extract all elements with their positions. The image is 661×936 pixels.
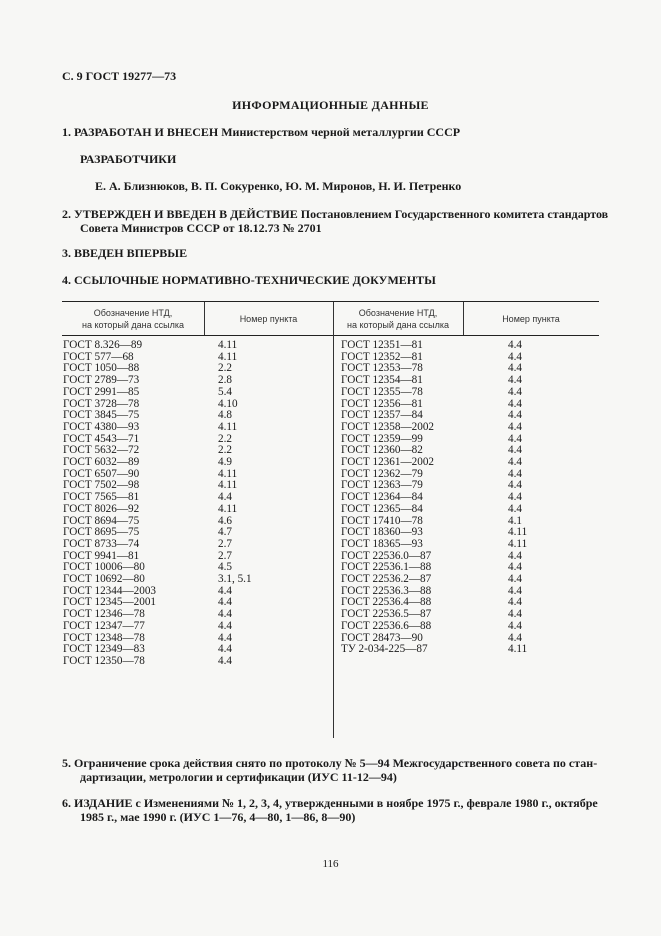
table-cell-ntd: ГОСТ 12345—2001: [63, 596, 157, 609]
table-header-clause: Номер пункта: [502, 314, 560, 324]
section-2-line1: 2. УТВЕРЖДЕН И ВВЕДЕН В ДЕЙСТВИЕ Постановлением Государственного комитета стандартов: [62, 207, 609, 221]
table-cell-clause: 4.4: [508, 584, 522, 597]
table-cell-clause: 5.4: [218, 385, 232, 398]
table-cell-ntd: ГОСТ 12362—79: [341, 467, 423, 480]
section-6-line2: 1985 г., мае 1990 г. (ИУС 1—76, 4—80, 1—86, 8—90): [80, 810, 356, 824]
table-column-ntd-left: [63, 340, 156, 668]
table-cell-clause: 4.4: [508, 479, 522, 492]
table-cell-clause: 4.4: [508, 573, 522, 586]
table-header-rule: [62, 335, 599, 336]
table-cell-ntd: ГОСТ 4543—71: [63, 432, 140, 445]
table-cell-clause: 4.5: [218, 561, 232, 574]
table-cell-ntd: ГОСТ 12358—2002: [341, 420, 435, 433]
table-cell-ntd: ГОСТ 2991—85: [63, 385, 140, 398]
table-cell-ntd: ГОСТ 18365—93: [341, 537, 423, 550]
table-cell-ntd: ГОСТ 8694—75: [63, 514, 140, 527]
table-column-ntd-right: [341, 340, 434, 656]
table-cell-clause: 4.11: [508, 643, 528, 656]
table-cell-clause: 4.4: [218, 608, 232, 621]
table-cell-ntd: ГОСТ 8.326—89: [63, 339, 143, 351]
table-cell-clause: 4.4: [218, 631, 232, 644]
table-cell-ntd: ГОСТ 12350—78: [63, 654, 145, 667]
table-header-ntd: Обозначение НТД, на который дана ссылка: [82, 308, 184, 330]
table-cell-ntd: ГОСТ 12360—82: [341, 444, 423, 457]
table-cell-clause: 4.4: [218, 654, 232, 667]
section-5-line1: 5. Ограничение срока действия снято по протоколу № 5—94 Межгосударственного совета по стан-: [62, 756, 598, 770]
table-cell-ntd: ГОСТ 10692—80: [63, 573, 145, 586]
table-cell-clause: 4.4: [218, 491, 232, 504]
table-cell-ntd: ГОСТ 12364—84: [341, 491, 423, 504]
section-1: 1. РАЗРАБОТАН И ВНЕСЕН Министерством черной металлургии СССР: [62, 125, 461, 139]
table-cell-ntd: ГОСТ 3728—78: [63, 397, 140, 410]
table-cell-ntd: ГОСТ 6032—89: [63, 456, 140, 469]
table-cell-ntd: ГОСТ 22536.1—88: [341, 561, 432, 574]
table-cell-clause: 4.11: [508, 537, 528, 550]
table-cell-clause: 4.1: [508, 514, 522, 527]
table-cell-clause: 4.4: [508, 502, 522, 515]
table-cell-clause: 4.4: [218, 584, 232, 597]
table-cell-ntd: ГОСТ 8026—92: [63, 502, 140, 515]
section-6-line1: 6. ИЗДАНИЕ с Изменениями № 1, 2, 3, 4, утвержденными в ноябре 1975 г., феврале 1980 г., октябре: [62, 796, 598, 810]
page-title: ИНФОРМАЦИОННЫЕ ДАННЫЕ: [232, 98, 429, 112]
table-header-clause: Номер пункта: [239, 314, 298, 324]
table-cell-ntd: ГОСТ 22536.0—87: [341, 549, 432, 562]
table-cell-ntd: ГОСТ 8695—75: [63, 526, 140, 539]
table-cell-ntd: ГОСТ 7502—98: [63, 479, 140, 492]
page-header: С. 9 ГОСТ 19277—73: [62, 69, 177, 83]
table-cell-clause: 2.2: [218, 362, 232, 375]
table-cell-clause: 2.8: [218, 374, 232, 387]
table-cell-clause: 2.7: [218, 537, 232, 550]
table-cell-clause: 4.4: [508, 350, 522, 363]
table-cell-clause: 4.4: [508, 608, 522, 621]
table-cell-ntd: ГОСТ 22536.4—88: [341, 596, 432, 609]
table-cell-clause: 4.4: [508, 491, 522, 504]
table-cell-ntd: ГОСТ 2789—73: [63, 374, 140, 387]
table-cell-clause: 4.4: [508, 385, 522, 398]
table-cell-clause: 4.4: [508, 631, 522, 644]
table-cell-clause: 4.4: [508, 561, 522, 574]
table-cell-ntd: ГОСТ 12363—79: [341, 479, 423, 492]
table-cell-ntd: ГОСТ 12354—81: [341, 374, 423, 387]
table-cell-ntd: ГОСТ 22536.5—87: [341, 608, 432, 621]
table-cell-ntd: ГОСТ 9941—81: [63, 549, 140, 562]
table-cell-ntd: ГОСТ 12351—81: [341, 339, 423, 351]
table-column-clause-left: [218, 340, 252, 668]
developers-list: Е. А. Близнюков, В. П. Сокуренко, Ю. М. Миронов, Н. И. Петренко: [95, 179, 462, 193]
table-cell-clause: 4.11: [218, 479, 238, 492]
table-cell-clause: 2.2: [218, 432, 232, 445]
table-cell-ntd: ГОСТ 12365—84: [341, 502, 423, 515]
table-cell-clause: 4.4: [508, 549, 522, 562]
table-cell-ntd: ГОСТ 12344—2003: [63, 584, 157, 597]
table-cell-clause: 4.11: [508, 526, 528, 539]
table-top-rule: [62, 301, 599, 302]
table-cell-ntd: ГОСТ 3845—75: [63, 409, 140, 422]
table-cell-clause: 4.4: [508, 409, 522, 422]
table-cell-ntd: ГОСТ 22536.6—88: [341, 619, 432, 632]
table-cell-ntd: ГОСТ 22536.3—88: [341, 584, 432, 597]
table-cell-clause: 4.4: [218, 643, 232, 656]
table-cell-clause: 2.7: [218, 549, 232, 562]
developers-heading: РАЗРАБОТЧИКИ: [80, 152, 177, 166]
page-number: 116: [322, 858, 339, 870]
table-cell-ntd: ГОСТ 17410—78: [341, 514, 423, 527]
table-cell-ntd: ГОСТ 28473—90: [341, 631, 423, 644]
table-cell-clause: 4.4: [218, 619, 232, 632]
table-cell-clause: 4.4: [508, 619, 522, 632]
table-cell-ntd: ГОСТ 18360—93: [341, 526, 423, 539]
table-cell-clause: 4.6: [218, 514, 232, 527]
table-cell-ntd: ГОСТ 12361—2002: [341, 456, 435, 469]
table-cell-ntd: ГОСТ 12359—99: [341, 432, 423, 445]
table-cell-clause: 4.11: [218, 350, 238, 363]
table-cell-clause: 4.11: [218, 502, 238, 515]
section-4: 4. ССЫЛОЧНЫЕ НОРМАТИВНО-ТЕХНИЧЕСКИЕ ДОКУМЕНТЫ: [62, 273, 436, 287]
table-cell-ntd: ГОСТ 12353—78: [341, 362, 423, 375]
table-cell-clause: 4.8: [218, 409, 232, 422]
table-cell-ntd: ГОСТ 5632—72: [63, 444, 140, 457]
table-header-ntd: Обозначение НТД, на который дана ссылка: [347, 308, 449, 330]
table-column-clause-right: [508, 340, 527, 656]
table-cell-ntd: ГОСТ 12349—83: [63, 643, 145, 656]
table-cell-ntd: ТУ 2-034-225—87: [341, 643, 428, 656]
table-cell-ntd: ГОСТ 12356—81: [341, 397, 423, 410]
table-cell-clause: 4.4: [508, 420, 522, 433]
section-5-line2: дартизации, метрологии и сертификации (ИУС 11-12—94): [80, 770, 397, 784]
table-cell-clause: 3.1, 5.1: [218, 573, 252, 586]
table-cell-ntd: ГОСТ 12357—84: [341, 409, 423, 422]
table-cell-ntd: ГОСТ 12347—77: [63, 619, 145, 632]
table-cell-clause: 4.4: [508, 397, 522, 410]
table-cell-ntd: ГОСТ 12355—78: [341, 385, 423, 398]
table-cell-clause: 4.4: [218, 596, 232, 609]
section-3: 3. ВВЕДЕН ВПЕРВЫЕ: [62, 246, 188, 260]
table-cell-ntd: ГОСТ 22536.2—87: [341, 573, 432, 586]
table-cell-ntd: ГОСТ 4380—93: [63, 420, 140, 433]
table-cell-ntd: ГОСТ 1050—88: [63, 362, 140, 375]
table-cell-clause: 4.4: [508, 374, 522, 387]
table-cell-clause: 4.11: [218, 420, 238, 433]
table-cell-ntd: ГОСТ 6507—90: [63, 467, 140, 480]
table-cell-clause: 4.4: [508, 362, 522, 375]
table-cell-ntd: ГОСТ 12348—78: [63, 631, 145, 644]
table-cell-clause: 4.4: [508, 596, 522, 609]
table-cell-clause: 4.4: [508, 432, 522, 445]
table-cell-ntd: ГОСТ 12352—81: [341, 350, 423, 363]
table-cell-clause: 4.4: [508, 339, 522, 351]
table-cell-clause: 4.7: [218, 526, 232, 539]
table-divider: [333, 302, 334, 738]
table-cell-clause: 4.9: [218, 456, 232, 469]
table-cell-ntd: ГОСТ 10006—80: [63, 561, 145, 574]
table-cell-clause: 2.2: [218, 444, 232, 457]
table-cell-ntd: ГОСТ 577—68: [63, 350, 134, 363]
section-2-line2: Совета Министров СССР от 18.12.73 № 2701: [80, 221, 322, 235]
table-cell-ntd: ГОСТ 12346—78: [63, 608, 145, 621]
table-cell-ntd: ГОСТ 7565—81: [63, 491, 140, 504]
table-cell-clause: 4.11: [218, 339, 238, 351]
table-cell-ntd: ГОСТ 8733—74: [63, 537, 140, 550]
table-cell-clause: 4.11: [218, 467, 238, 480]
table-cell-clause: 4.10: [218, 397, 238, 410]
table-cell-clause: 4.4: [508, 456, 522, 469]
table-cell-clause: 4.4: [508, 467, 522, 480]
table-cell-clause: 4.4: [508, 444, 522, 457]
